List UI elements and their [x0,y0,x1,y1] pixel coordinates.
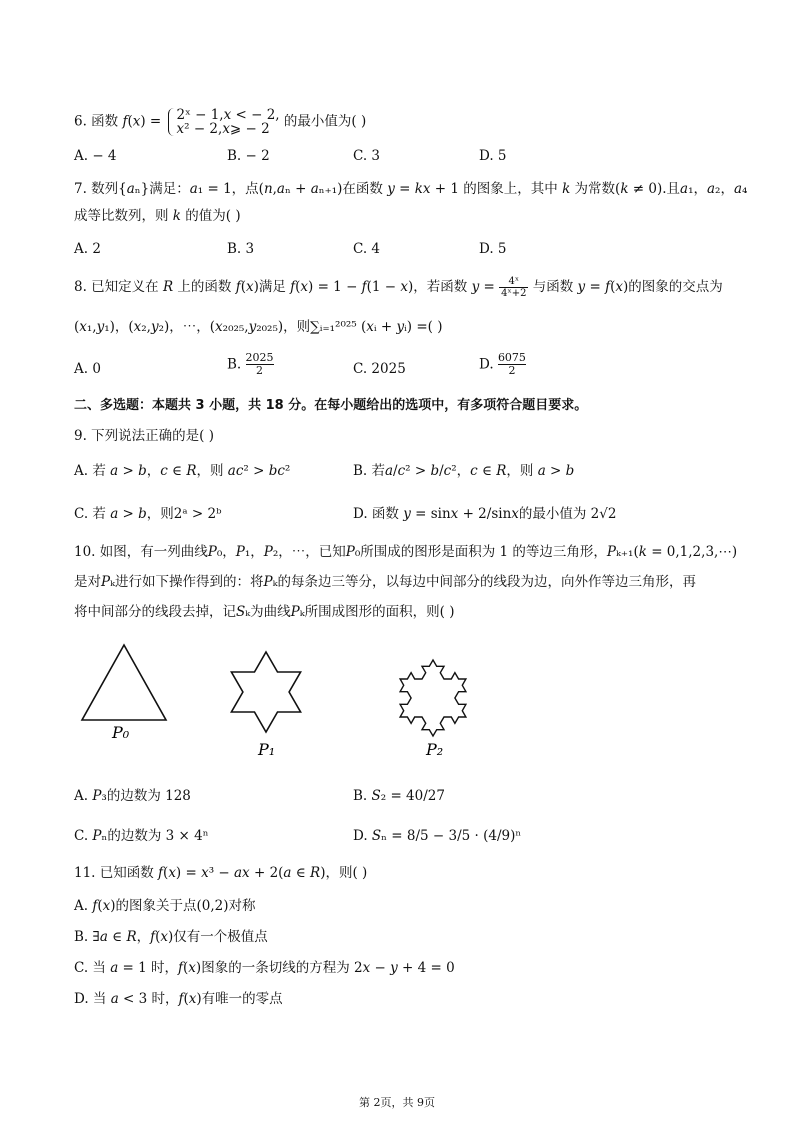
q8-stem-part2: 与函数 𝑦 = 𝑓(𝑥)的图象的交点为 [532,279,723,295]
q6-suffix: 的最小值为( ) [283,113,367,130]
curve-p1 [231,652,300,732]
q8-option-d-num: 6075 [497,351,526,364]
q7-stem-line2: 成等比数列，则 𝑘 的值为( ) [74,208,241,224]
curve-p0 [82,645,166,720]
q6-option-d: D. 5 [479,148,507,164]
q8-option-d [479,352,526,377]
section-heading-multi-choice: 二、多选题：本题共 3 小题，共 18 分。在每小题给出的选项中，有多项符合题目要求。 [74,398,588,413]
koch-curves-figure [0,630,794,760]
q6-stem [74,108,366,136]
q10-option-a: A. 𝑃₃的边数为 128 [74,788,191,804]
q8-stem-line1 [74,276,723,299]
q8-fraction [499,276,528,299]
q7-option-b: B. 3 [227,241,255,257]
q10-stem-line3: 将中间部分的线段去掉，记𝑆ₖ为曲线𝑃ₖ所围成图形的面积，则( ) [74,604,455,620]
q11-option-a: A. 𝑓(𝑥)的图象关于点(0,2)对称 [74,898,256,914]
q6-case2: 𝑥² − 2,𝑥⩾ − 2 [176,121,270,137]
q8-option-b-fraction [246,352,274,377]
q6-option-b: B. − 2 [227,148,270,164]
q8-option-d-den: 2 [508,364,516,377]
q10-stem-line2: 是对𝑃ₖ进行如下操作得到的：将𝑃ₖ的每条边三等分，以每边中间部分的线段为边，向外作等边三角形，再 [74,574,697,590]
q8-option-a: A. 0 [74,361,101,377]
label-p2: P₂ [426,740,444,759]
q8-option-c: C. 2025 [353,361,406,377]
curve-p2 [400,660,466,736]
page-footer: 第 2页，共 9页 [359,1096,435,1109]
q11-option-c: C. 当 𝑎 = 1 时，𝑓(𝑥)图象的一条切线的方程为 2𝑥 − 𝑦 + 4 = 0 [74,960,455,976]
q8-option-b-label: B. [227,356,242,373]
label-p1: P₁ [258,740,276,759]
q7-option-a: A. 2 [74,241,101,257]
q6-prefix: 6. 函数 𝑓(𝑥) = [74,113,162,130]
q6-option-a: A. − 4 [74,148,117,164]
q6-piecewise [168,108,280,136]
label-p0: P₀ [112,723,130,742]
q8-option-d-fraction [498,352,526,377]
q9-option-c: C. 若 𝑎 > 𝑏，则2ᵃ > 2ᵇ [74,506,222,522]
q7-option-c: C. 4 [353,241,381,257]
q8-stem-line2: (𝑥₁,𝑦₁)，(𝑥₂,𝑦₂)，⋯，(𝑥₂₀₂₅,𝑦₂₀₂₅)，则∑ᵢ₌₁²⁰²⁵ (𝑥ᵢ + 𝑦ᵢ) =( ) [74,319,443,335]
q8-option-d-label: D. [479,356,494,373]
q11-option-d: D. 当 𝑎 < 3 时，𝑓(𝑥)有唯一的零点 [74,991,283,1007]
q10-option-b: B. 𝑆₂ = 40/27 [353,788,445,804]
q6-option-c: C. 3 [353,148,381,164]
q8-option-b-den: 2 [256,364,264,377]
q7-option-d: D. 5 [479,241,507,257]
q10-option-d: D. 𝑆ₙ = 8/5 − 3/5 · (4/9)ⁿ [353,828,522,844]
q11-stem: 11. 已知函数 𝑓(𝑥) = 𝑥³ − 𝑎𝑥 + 2(𝑎 ∈ 𝑅)，则( ) [74,865,368,881]
q7-stem-line1: 7. 数列{𝑎ₙ}满足：𝑎₁ = 1，点(𝑛,𝑎ₙ + 𝑎ₙ₊₁)在函数 𝑦 = 𝑘𝑥 + 1 的图象上，其中 𝑘 为常数(𝑘 ≠ 0).且𝑎₁，𝑎₂，𝑎₄ [74,181,748,197]
q10-option-c: C. 𝑃ₙ的边数为 3 × 4ⁿ [74,828,209,844]
q11-option-b: B. ∃𝑎 ∈ 𝑅，𝑓(𝑥)仅有一个极值点 [74,929,268,945]
q6-case1: 2ˣ − 1,𝑥 < − 2, [176,107,280,123]
q9-option-b: B. 若𝑎/𝑐² > 𝑏/𝑐²，𝑐 ∈ 𝑅，则 𝑎 > 𝑏 [353,463,575,479]
q9-option-d: D. 函数 𝑦 = sin𝑥 + 2/sin𝑥的最小值为 2√2 [353,506,617,522]
q8-fraction-num: 4ˣ [499,276,528,288]
q9-option-a: A. 若 𝑎 > 𝑏，𝑐 ∈ 𝑅，则 𝑎𝑐² > 𝑏𝑐² [74,463,291,479]
q8-option-b [227,352,274,377]
q8-option-b-num: 2025 [245,351,274,364]
q8-fraction-den: 4ˣ+2 [501,288,527,299]
q9-stem: 9. 下列说法正确的是( ) [74,428,214,444]
q10-stem-line1: 10. 如图，有一列曲线𝑃₀，𝑃₁，𝑃₂，⋯，已知𝑃₀所围成的图形是面积为 1 的等边三角形，𝑃ₖ₊₁(𝑘 = 0,1,2,3,⋯) [74,544,738,560]
q8-stem-part1: 8. 已知定义在 𝑅 上的函数 𝑓(𝑥)满足 𝑓(𝑥) = 1 − 𝑓(1 − 𝑥)，若函数 𝑦 = [74,279,495,295]
